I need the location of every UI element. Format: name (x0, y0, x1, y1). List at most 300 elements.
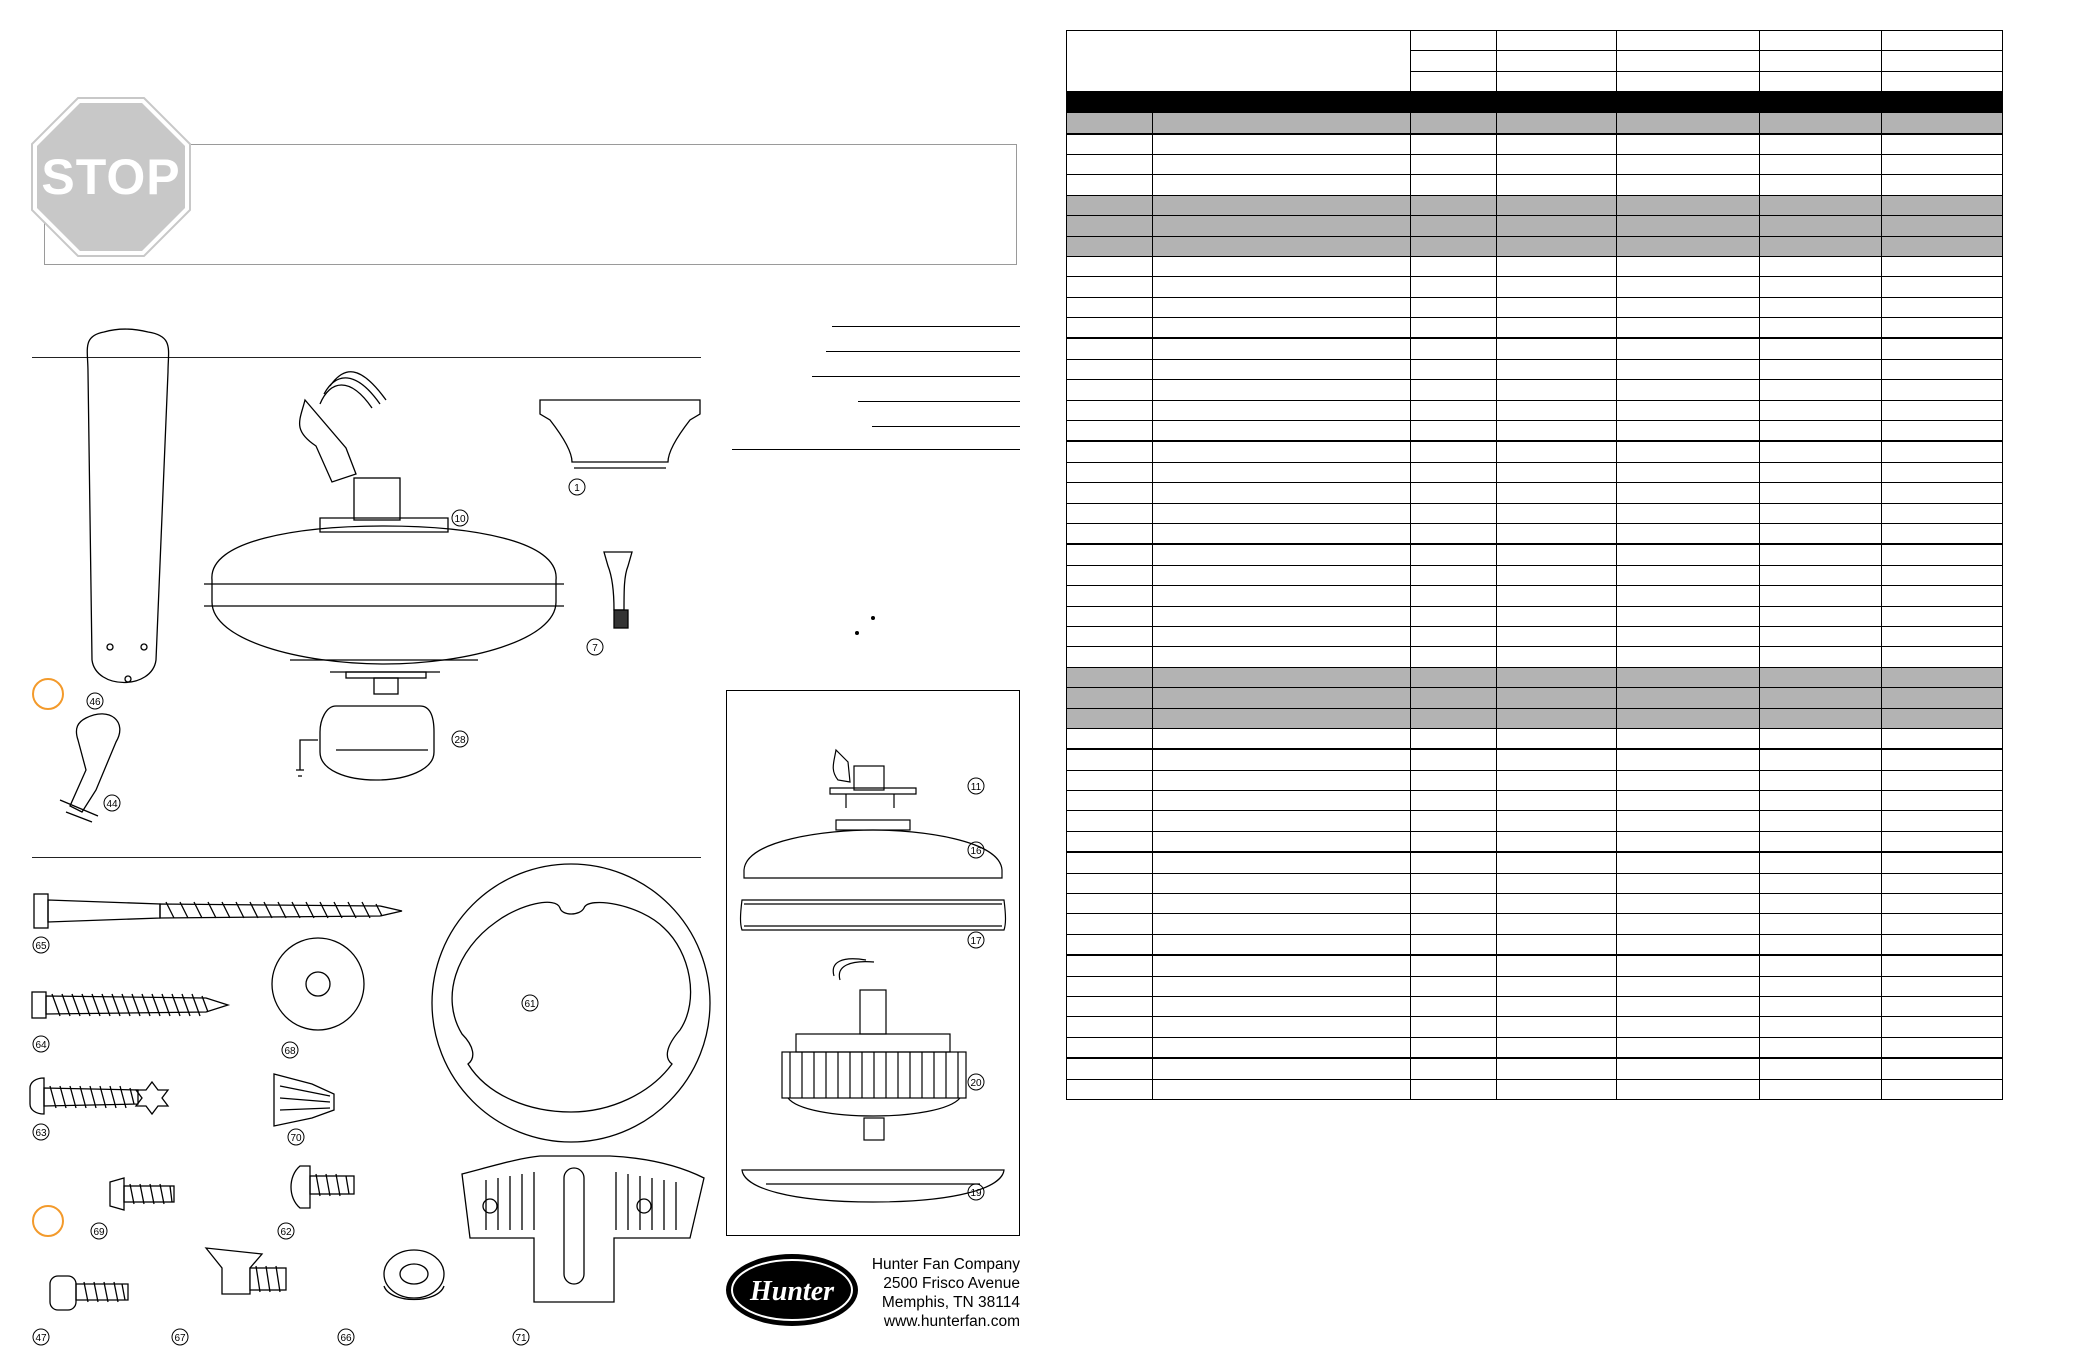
table-row (1067, 154, 2003, 174)
table-cell (1882, 606, 2003, 626)
table-cell (1497, 236, 1617, 256)
table-cell (1882, 503, 2003, 523)
table-row (1067, 976, 2003, 996)
table-cell (1067, 811, 1153, 831)
callout-64: 64 (35, 1040, 47, 1051)
table-cell (1411, 728, 1497, 749)
table-cell (1411, 51, 1497, 71)
table-cell (1497, 791, 1617, 811)
table-cell (1411, 586, 1497, 606)
table-cell (1760, 31, 1882, 51)
callout-63: 63 (35, 1128, 47, 1139)
table-cell (1760, 565, 1882, 585)
table-cell (1617, 71, 1760, 91)
table-cell (1153, 236, 1411, 256)
table-cell (1882, 400, 2003, 420)
table-cell (1617, 1058, 1760, 1079)
table-cell (1411, 852, 1497, 873)
table-cell (1760, 647, 1882, 667)
table-cell (1760, 51, 1882, 71)
table-row (1067, 216, 2003, 236)
callout-44: 44 (106, 799, 118, 810)
table-cell (1153, 1017, 1411, 1037)
table-row (1067, 688, 2003, 708)
table-cell (1497, 462, 1617, 482)
table-cell (1882, 483, 2003, 503)
table-cell (1760, 380, 1882, 400)
table-cell (1617, 586, 1760, 606)
table-cell (1882, 770, 2003, 790)
table-cell (1617, 195, 1760, 215)
table-cell (1153, 873, 1411, 893)
table-cell (1760, 483, 1882, 503)
table-cell (1882, 996, 2003, 1016)
table-cell (1411, 934, 1497, 955)
table-cell (1617, 728, 1760, 749)
table-cell (1882, 216, 2003, 236)
table-cell (1882, 195, 2003, 215)
table-cell (1882, 297, 2003, 317)
callout-19: 19 (970, 1188, 982, 1199)
table-row (1067, 297, 2003, 317)
table-row (1067, 770, 2003, 790)
table-cell (1497, 421, 1617, 442)
table-cell (1617, 1079, 1760, 1099)
table-row (1067, 113, 2003, 134)
table-row (1067, 175, 2003, 195)
table-cell (1411, 462, 1497, 482)
screw-69-drawing (110, 1178, 174, 1210)
callout-70: 70 (290, 1133, 302, 1144)
table-cell (1617, 749, 1760, 770)
table-cell (1882, 1017, 2003, 1037)
table-cell (1760, 667, 1882, 687)
table-cell (1153, 113, 1411, 134)
table-cell (1497, 565, 1617, 585)
table-cell (1497, 894, 1617, 914)
table-cell (1067, 483, 1153, 503)
table-cell (1760, 503, 1882, 523)
table-row (1067, 523, 2003, 544)
table-cell (1497, 728, 1617, 749)
callout-11: 11 (970, 782, 982, 793)
table-cell (1497, 380, 1617, 400)
table-cell (1067, 195, 1153, 215)
table-cell (1882, 852, 2003, 873)
table-cell (1067, 380, 1153, 400)
table-row (1067, 318, 2003, 339)
table-cell (1411, 894, 1497, 914)
table-row (1067, 421, 2003, 442)
table-cell (1411, 256, 1497, 276)
table-cell (1882, 277, 2003, 297)
bolt-drawing (30, 1078, 168, 1114)
table-cell (1153, 976, 1411, 996)
table-cell (1882, 338, 2003, 359)
table-cell (1411, 1037, 1497, 1058)
component-inset-diagram (726, 690, 1020, 1236)
table-cell (1153, 154, 1411, 174)
table-cell (1153, 914, 1411, 934)
table-cell (1760, 955, 1882, 976)
callout-10: 10 (454, 514, 466, 525)
coupler-drawing (604, 552, 632, 628)
table-cell (1497, 667, 1617, 687)
table-cell (1882, 1058, 2003, 1079)
hunter-logo (724, 1250, 864, 1330)
table-cell (1617, 441, 1760, 462)
table-cell (1411, 195, 1497, 215)
table-cell (1882, 1037, 2003, 1058)
table-cell (1411, 708, 1497, 728)
table-cell (1067, 297, 1153, 317)
table-cell (1760, 113, 1882, 134)
table-cell (1497, 195, 1617, 215)
table-cell (1153, 811, 1411, 831)
table-cell (1067, 544, 1153, 565)
bracket-drawing (462, 1156, 704, 1302)
table-cell (1497, 1017, 1617, 1037)
callout-28: 28 (454, 735, 466, 746)
table-cell (1617, 626, 1760, 646)
screw-47-drawing (50, 1276, 128, 1310)
table-cell (1882, 976, 2003, 996)
table-cell (1497, 71, 1617, 91)
table-cell (1411, 236, 1497, 256)
company-website[interactable]: www.hunterfan.com (883, 1313, 1020, 1330)
table-cell (1760, 154, 1882, 174)
table-cell (1617, 852, 1760, 873)
table-cell (1497, 873, 1617, 893)
table-cell (1760, 770, 1882, 790)
table-cell (1411, 483, 1497, 503)
table-cell (1411, 134, 1497, 155)
table-cell (1617, 483, 1760, 503)
table-cell (1760, 708, 1882, 728)
table-cell (1411, 318, 1497, 339)
table-cell (1497, 708, 1617, 728)
table-cell (1153, 503, 1411, 523)
table-cell (1497, 1079, 1617, 1099)
table-cell (1617, 256, 1760, 276)
table-cell (1411, 31, 1497, 51)
table-row (1067, 338, 2003, 359)
table-cell (1153, 462, 1411, 482)
table-cell (1617, 297, 1760, 317)
table-cell (1153, 728, 1411, 749)
table-cell (1760, 134, 1882, 155)
callout-66: 66 (340, 1333, 352, 1344)
table-cell (1067, 749, 1153, 770)
table-cell (1067, 1058, 1153, 1079)
table-cell (1882, 380, 2003, 400)
table-cell (1497, 51, 1617, 71)
screw-67-drawing (206, 1248, 286, 1294)
table-cell (1497, 523, 1617, 544)
table-cell (1411, 544, 1497, 565)
table-row (1067, 894, 2003, 914)
table-cell (1617, 1037, 1760, 1058)
table-cell (1882, 667, 2003, 687)
table-row (1067, 811, 2003, 831)
table-cell (1882, 873, 2003, 893)
mounting-plate-drawing (432, 864, 710, 1142)
table-cell (1153, 647, 1411, 667)
table-cell (1882, 688, 2003, 708)
table-row (1067, 586, 2003, 606)
table-cell (1411, 647, 1497, 667)
table-cell (1497, 852, 1617, 873)
table-row (1067, 749, 2003, 770)
callout-65: 65 (35, 941, 47, 952)
table-cell (1067, 770, 1153, 790)
table-cell (1760, 195, 1882, 215)
table-cell (1760, 894, 1882, 914)
table-cell (1411, 955, 1497, 976)
table-cell (1411, 297, 1497, 317)
table-cell (1760, 791, 1882, 811)
table-cell (1067, 667, 1153, 687)
table-cell (1497, 154, 1617, 174)
table-cell (1617, 544, 1760, 565)
table-cell (1760, 216, 1882, 236)
table-cell (1067, 462, 1153, 482)
table-cell (1497, 647, 1617, 667)
table-cell (1067, 256, 1153, 276)
table-cell (1760, 236, 1882, 256)
table-cell (1617, 154, 1760, 174)
table-cell (1153, 708, 1411, 728)
table-row (1067, 31, 2003, 51)
callout-69: 69 (93, 1227, 105, 1238)
table-cell (1882, 749, 2003, 770)
table-cell (1497, 441, 1617, 462)
table-cell (1882, 811, 2003, 831)
table-cell (1411, 338, 1497, 359)
table-cell (1067, 791, 1153, 811)
table-cell (1497, 113, 1617, 134)
table-cell (1882, 708, 2003, 728)
table-cell (1497, 256, 1617, 276)
table-cell (1411, 175, 1497, 195)
table-row (1067, 831, 2003, 852)
table-row (1067, 914, 2003, 934)
table-cell (1497, 811, 1617, 831)
table-cell (1760, 359, 1882, 379)
company-name: Hunter Fan Company (871, 1256, 1020, 1273)
table-cell (1153, 586, 1411, 606)
table-cell (1067, 873, 1153, 893)
table-cell (1497, 544, 1617, 565)
table-cell (1153, 565, 1411, 585)
table-cell (1760, 400, 1882, 420)
table-cell (1411, 400, 1497, 420)
table-cell (1760, 586, 1882, 606)
table-row (1067, 441, 2003, 462)
table-cell (1882, 113, 2003, 134)
table-cell (1497, 400, 1617, 420)
table-cell (1617, 380, 1760, 400)
fan-blade-drawing (87, 329, 168, 683)
table-cell (1882, 236, 2003, 256)
table-cell (1153, 421, 1411, 442)
table-cell (1497, 216, 1617, 236)
table-cell (1617, 996, 1760, 1016)
table-cell (1411, 1058, 1497, 1079)
table-cell (1067, 565, 1153, 585)
table-cell (1617, 503, 1760, 523)
table-row (1067, 626, 2003, 646)
table-cell (1153, 688, 1411, 708)
table-cell (1067, 113, 1153, 134)
table-cell (1882, 626, 2003, 646)
table-cell (1882, 914, 2003, 934)
table-cell (1067, 400, 1153, 420)
table-cell (1617, 606, 1760, 626)
table-cell (1497, 175, 1617, 195)
table-row (1067, 955, 2003, 976)
table-cell (1617, 708, 1760, 728)
table-cell (1882, 831, 2003, 852)
washer-drawing (272, 938, 364, 1030)
table-cell (1067, 523, 1153, 544)
table-cell (1411, 914, 1497, 934)
table-cell (1617, 134, 1760, 155)
table-cell (1882, 934, 2003, 955)
table-cell (1153, 626, 1411, 646)
table-cell (1760, 606, 1882, 626)
table-cell (1882, 421, 2003, 442)
table-cell (1497, 1037, 1617, 1058)
table-cell (1497, 749, 1617, 770)
table-cell (1153, 297, 1411, 317)
table-cell (1760, 175, 1882, 195)
table-cell (1760, 831, 1882, 852)
table-cell (1760, 976, 1882, 996)
table-cell (1497, 914, 1617, 934)
table-cell (1497, 976, 1617, 996)
table-row (1067, 503, 2003, 523)
table-cell (1067, 914, 1153, 934)
table-cell (1497, 996, 1617, 1016)
table-cell (1153, 318, 1411, 339)
table-cell (1067, 503, 1153, 523)
table-cell (1067, 996, 1153, 1016)
table-row (1067, 134, 2003, 155)
table-row (1067, 1079, 2003, 1099)
table-cell (1497, 934, 1617, 955)
callout-16: 16 (970, 846, 982, 857)
table-cell (1760, 1017, 1882, 1037)
table-row (1067, 359, 2003, 379)
table-cell (1153, 606, 1411, 626)
table-cell (1497, 483, 1617, 503)
callout-7: 7 (592, 643, 598, 654)
table-cell (1067, 708, 1153, 728)
table-row (1067, 728, 2003, 749)
table-cell (1617, 338, 1760, 359)
table-cell (1882, 586, 2003, 606)
table-cell (1067, 831, 1153, 852)
company-city: Memphis, TN 38114 (881, 1294, 1020, 1311)
table-cell (1411, 154, 1497, 174)
table-cell (1617, 359, 1760, 379)
table-cell (1067, 31, 1411, 92)
table-cell (1617, 462, 1760, 482)
table-cell (1067, 441, 1153, 462)
table-cell (1411, 873, 1497, 893)
table-cell (1760, 1037, 1882, 1058)
table-cell (1882, 359, 2003, 379)
table-cell (1411, 359, 1497, 379)
callout-47: 47 (35, 1333, 47, 1344)
table-cell (1882, 51, 2003, 71)
table-cell (1617, 277, 1760, 297)
table-cell (1067, 647, 1153, 667)
table-cell (1153, 831, 1411, 852)
table-cell (1882, 728, 2003, 749)
table-cell (1153, 667, 1411, 687)
table-cell (1153, 1058, 1411, 1079)
table-cell (1617, 811, 1760, 831)
table-cell (1411, 380, 1497, 400)
table-cell (1153, 749, 1411, 770)
table-cell (1153, 1037, 1411, 1058)
table-cell (1153, 852, 1411, 873)
table-cell (1760, 996, 1882, 1016)
table-cell (1153, 523, 1411, 544)
table-cell (1411, 831, 1497, 852)
table-cell (1760, 421, 1882, 442)
table-cell (1760, 71, 1882, 91)
table-cell (1497, 1058, 1617, 1079)
callout-68: 68 (284, 1046, 296, 1057)
table-cell (1067, 359, 1153, 379)
table-cell (1411, 113, 1497, 134)
callout-61: 61 (524, 999, 536, 1010)
table-row (1067, 667, 2003, 687)
table-cell (1411, 976, 1497, 996)
table-row (1067, 256, 2003, 276)
table-cell (1882, 175, 2003, 195)
table-cell (1882, 894, 2003, 914)
callout-1: 1 (574, 483, 580, 494)
table-cell (1153, 996, 1411, 1016)
table-cell (1497, 503, 1617, 523)
table-cell (1411, 606, 1497, 626)
grommet-drawing (384, 1250, 444, 1300)
table-cell (1067, 318, 1153, 339)
table-cell (1067, 1079, 1153, 1099)
table-row (1067, 1037, 2003, 1058)
table-row (1067, 606, 2003, 626)
table-cell (1617, 421, 1760, 442)
table-cell (1617, 647, 1760, 667)
table-cell (1153, 134, 1411, 155)
table-cell (1067, 606, 1153, 626)
switch-housing-drawing (296, 706, 434, 780)
table-cell (1067, 976, 1153, 996)
table-cell (1882, 154, 2003, 174)
table-cell (1067, 175, 1153, 195)
table-cell (1882, 462, 2003, 482)
callout-71: 71 (515, 1333, 527, 1344)
table-cell (1882, 565, 2003, 585)
table-row (1067, 791, 2003, 811)
table-cell (1067, 955, 1153, 976)
table-cell (1067, 277, 1153, 297)
table-cell (1153, 934, 1411, 955)
